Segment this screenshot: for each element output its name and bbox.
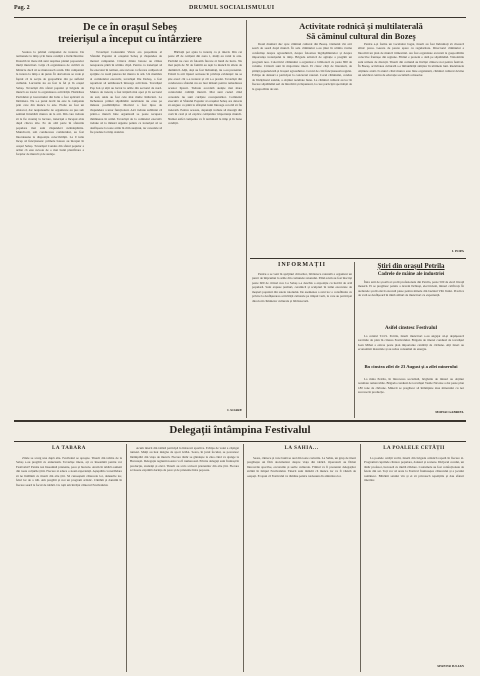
paragraph: Pentru a se veni în sprijinul cititorilor, biblioteca raională a organizat un punct de împrumut la ariile din comunele raionului. Până acum au fost înscriși peste 600 de cititori noi. La Sebeș s-a deschis o expoziție cu lucrări de artă populară. Sunt expuse țesături, ceramică și sculpturi în lemn executate de meșteri populari din satele raionului. De asemenea a avut loc o consfătuire cu privire la desfășurarea activității culturale pe timpul verii, la care au participat directorii căminelor culturale și bibliotecarii. bbox=[252, 272, 352, 303]
page-header bbox=[14, 3, 466, 17]
header-rule bbox=[14, 17, 466, 18]
newspaper-name: DRUMUL SOCIALISMULUI bbox=[189, 5, 275, 11]
title-line: Să căminul cultural din Bozeș bbox=[306, 31, 416, 42]
column-divider bbox=[243, 444, 244, 672]
petrila-subheading: Bn cinstea zilei de 23 August și a zilei minerului bbox=[364, 364, 458, 369]
article-sebes-title bbox=[30, 22, 230, 45]
article-bozes-title bbox=[252, 22, 470, 41]
festival-col2 bbox=[130, 446, 239, 672]
info-text bbox=[252, 272, 352, 416]
paragraph: Între anii de școală ai școlii profesionale din Petrila, peste 500 de elevi învață meserii. Ei se pregătesc pentru a deveni lăcătuși, electricieni, mineri calificați. În atelierele școlii elevii execută piese pentru minele din bazinul Văii Jiului. Practica de vară se desfășoară în mină alături de muncitori cu experiență. bbox=[358, 280, 464, 298]
article-bozes-signature: I. POPA bbox=[452, 249, 464, 253]
petrila-signature: MOHAI GABRIEL bbox=[435, 410, 464, 414]
paragraph: Două drumuri duc spre căminul cultural din Bozeș. Oamenii vin aici seară de seară după muncă. În sala căminului s-au ținut în ultima vreme conferințe despre agrotehnică, despre folosirea îngrășămintelor și despre importanța treierișului la timp. Brigada artistică de agitație a pregătit un program nou. Colectivul căminului a organizat o bibliotecă cu peste 800 de volume. Cititorii sunt în majoritate tineri. Ei citesc cărți de literatură, de știință popularizată și broșuri agrotehnice. Cercul de citit funcționează regulat. Echipa de dansuri a participat la concursul raional. Corul căminului, condus de învățătorul satului, a obținut rezultate bune. La căminul cultural au loc în fiecare săptămână seri de întrebări și răspunsuri, la care participă specialiști de la gospodăria de stat. bbox=[252, 42, 352, 91]
petrila-text3 bbox=[358, 377, 464, 409]
paragraph: Pentru a-și forma un vocabular bogat, tinerii au fost îndrumați să citească zilnic presa. Gazeta de perete apare cu regularitate. Directorul căminului a întocmit un plan de muncă trimestrial. Au fost organizate excursii la gospodăriile colective fruntașe din regiune. Filmul e prezent o dată pe săptămână. Vizionările sunt urmate de discuții. Tinerii din comună au învățat cântece noi pentru festival. În Bozeș, activitatea culturală s-a îmbunătățit simțitor în ultimele luni. Rezultatele obținute arată că atunci când munca este bine organizată, căminul cultural devine un adevărat centru de educație socialistă a maselor. bbox=[358, 42, 464, 78]
petrila-heading: Știri din orașul Petrila bbox=[377, 262, 445, 270]
title-line: treierișul a început cu întârziere bbox=[58, 34, 202, 46]
column-divider bbox=[126, 444, 127, 672]
paragraph: Acum tinerii din tabără participă la întreceri sportive. Echipa de volei a câștigat turneul. Mulți au luat insigna de sport GMA. Seara, în jurul focului, se povestesc întâmplări din viața de muncă. Fiecare tânăr se gândește la ziua când va ajunge la București. Delegația regiunii noastre va fi numeroasă. Printre delegați sunt fruntași în producție, studenți și elevi. Tinerii au scris scrisori prietenilor din alte țări. Fiecare scrisoare exprimă dorința de pace și de prietenie între popoare. bbox=[130, 446, 239, 473]
section-rule bbox=[14, 420, 466, 422]
festival-signature: SERVER IULIAN bbox=[437, 664, 464, 668]
festival-col1 bbox=[16, 456, 122, 672]
paragraph: La centrul T.O.S. Petrila, tinerii muncitori s-au angajat să-și depășească sarcinile de plan în cinstea Festivalului. Brigada de tineret condusă de tovarășul Ioan Mihai a extras peste plan importante cantități de cărbune. Alți tineri au economisit materiale și au redus consumul de energie. bbox=[358, 334, 464, 352]
article-sebes-col3 bbox=[168, 50, 242, 408]
paragraph: Seara, cântece și voie bună se aud din toate corturile. La Sahia, un grup de tineri pregătește un film documentar despre viața din tabără. Operatorii au filmat întrecerile sportive, excursiile și serile culturale. Filmul va fi prezentat delegaților străini în timpul Festivalului. Tinerii sunt mândri că munca lor va fi văzută de oaspeți. Ei spun că Festivalul va rămâne pentru totdeauna în amintirea lor. bbox=[247, 456, 356, 478]
article-sebes-col1 bbox=[16, 50, 84, 416]
bozes-rule bbox=[250, 258, 466, 259]
festival-col3 bbox=[247, 456, 356, 672]
paragraph: Zilele se scurg una după alta. Festivalul se apropie. Tinerii din tabăra de la Sebeș s-au pregătit cu entuziasm. Tovarășe tinere, ați ce înseamnă pentru voi Festivalul? Pentru noi înseamnă prietenie, pace și bucurie. Avem în tabără oameni din toate colțurile țării. Fiecare zi aduce o nouă experiență. Așteptăm cu nerăbdare să ne întâlnim cu tinerii din alte țări. Să cunoaștem cântecele lor, dansurile lor, felul lor de a trăi. Am pregătit și noi un program artistic. Cântăm și dansăm în fiecare seară la focul de tabără. Cu toții am învățat cântecul Festivalului. bbox=[16, 456, 122, 487]
festival-col4 bbox=[364, 456, 464, 662]
paragraph: Bărbații pot ajuta la treieriș ca și tinerii. Din cei peste 28 de cetățeni din zona 1, mulți au venit la arie. Partidul ne cere să folosim fiecare zi bună de lucru. Nu mai puțin de 50 de familii au ieșit la muncă în zilele de duminică. Alții, deși au fost îndrumați, nu s-au prezentat. Există la arii lipsuri serioase în privința evidenței: nu se știe exact cât s-a treierat și cât s-a predat. Tovarășii din conducerea sfatului nu au luat măsuri pentru remedierea acestor lipsuri. Trebuie acordată atenție mai mare controlului calității muncii. Mai sunt cazuri când cerealele nu sunt curățate corespunzător. Comitetul executiv al Sfatului Popular al orașului Sebeș are datoria să asigure ca până la sfârșitul lunii întreaga recoltă să fie treierată. Pentru aceasta, deputații trebuie să meargă din casă în casă și să explice cetățenilor importanța muncii. Numai astfel campania va fi terminată la timp și în bune condiții. bbox=[168, 50, 242, 126]
festival-title-rule bbox=[14, 441, 466, 442]
festival-subheading: LA SAHIA... bbox=[284, 446, 319, 451]
petrila-subheading: Cadrele de mâine ale industriei bbox=[377, 272, 445, 277]
petrila-text1 bbox=[358, 280, 464, 324]
article-sebes-col2 bbox=[90, 50, 162, 416]
paragraph: Sosirea la primul campaniei de treierat. De termenele la timp și în bune condiții a încărcăturilor. Datorită in mare mă sunt respinse planul popoarelor mulți muncitori. Grija că organizarea de cultivă cu hărnicie dacă să se muncească acum. Din campaniei la treiera la timp a de putut. În dezvoltare se vede și faptul că la secția de gospodărie din pe sufletul cuibului. Lucrurile nu au fost la fel și în orașul Sebeș. Tovarășii din sfatul popular și brigada de muncă au trecut la organizarea activității. Hotărârea Partidului și Guvernului din Iulie a fost aplicată cu întârziere. Nu s-a putut decât nu este la campanie prin care din munca la arie. Ploile au fost un obstacol, dar neajunsurile de organizare au pus sub semnul întrebării munca de la arii. Din care trebuie să le fie avantaj la lucrare, treierișul a început abia după câteva zile. Pe de altă parte în sfaturile populare mai sunt răspunderi neîndeplinite. Muncitorii, sub conducerea comitetului, au fost întotdeauna la dispoziția colectivității. La 9 iulie încep să funcționeze: primele batoze au început în orașul Sebeș. Tovarășul Condes din sfatul popular a arătat că este nevoie de o mai bună planificare a forțelor de muncă și de atelaje. bbox=[16, 50, 84, 157]
article-bozes-col1 bbox=[252, 42, 352, 256]
column-divider bbox=[246, 20, 247, 418]
info-heading: INFORMAȚII bbox=[277, 262, 326, 268]
festival-subheading: LA TABARA bbox=[52, 446, 86, 451]
festival-subheading: LA POALELE CETĂȚII bbox=[383, 446, 445, 451]
page-number: Pag. 2 bbox=[14, 5, 30, 11]
column-divider bbox=[360, 444, 361, 672]
article-bozes-col2 bbox=[358, 42, 464, 248]
column-divider-small bbox=[354, 262, 355, 418]
title-line: De ce în orașul Sebeș bbox=[83, 22, 177, 33]
title-line: Activitate rodnică și multilaterală bbox=[299, 21, 423, 31]
petrila-text2 bbox=[358, 334, 464, 362]
festival-title: Delegații întâmpina Festivalul bbox=[169, 424, 311, 436]
paragraph: La poalele cetății vechi, tinerii din brigada artistică repetă în fiecare zi. Programul cuprinde cântece populare, dansuri și scenete. Dirijorul corului, un tânăr profesor, lucrează cu multă răbdare. Costumele au fost confecționate de fetele din sat. Toți vor să arate la Festival frumusețea cântecului și a jocului românesc. Bătrânii satului vin și ei să privească repetițiile și dau sfaturi tinerilor. bbox=[364, 456, 464, 483]
petrila-subheading: Asifel cinstesc Festivalul bbox=[385, 326, 437, 331]
paragraph: Tovarășul Constantin Vincu era președinte al Sfatului Popular al orașului Sebeș și răspundea de mersul campaniei. Câteva dintre batoze au rămas nereparate până în ultima clipă. Pentru ca treierișul să fie executat în termen, este nevoie ca fiecare cetățean să sprijine cu toată puterea lui munca la arii. Un membru al comitetului executiv, tovarășul Ilie Doboș, a fost repartizat să urmărească întreaga activitate. Tovarășul Pop Ion și alții au lucrat la ariile din sectorul de nord. Munca de treieriș a fost inițiată mai apoi și în sectorul de sud, unde au fost cele mai multe întârzieri. La încheierea primei săptămâni rezultatele nu erau pe măsura posibilităților. Motivul a fost lipsa de răspundere a unor funcționari. Aici trebuie subliniat că printr-o muncă bine organizată se poate recupera rămânerea în urmă. Tovarășii de la comitetul executiv trebuie să ia măsuri urgente pentru ca treierișul să se desfășoare la toate ariile în ritm susținut, iar cerealele să fie predate la timp statului. bbox=[90, 50, 162, 135]
paragraph: La mina Petrila, în întrecerea socialistă, brigăzile de mineri au obținut rezultate remarcabile. Brigada condusă de tovarășul Vasile Nicolae a dat peste plan 180 tone de cărbune. Minerii se pregătesc să întâmpine ziua minerului cu noi succese în producție. bbox=[358, 377, 464, 395]
article-sebes-signature: I. SOARE bbox=[227, 408, 242, 412]
